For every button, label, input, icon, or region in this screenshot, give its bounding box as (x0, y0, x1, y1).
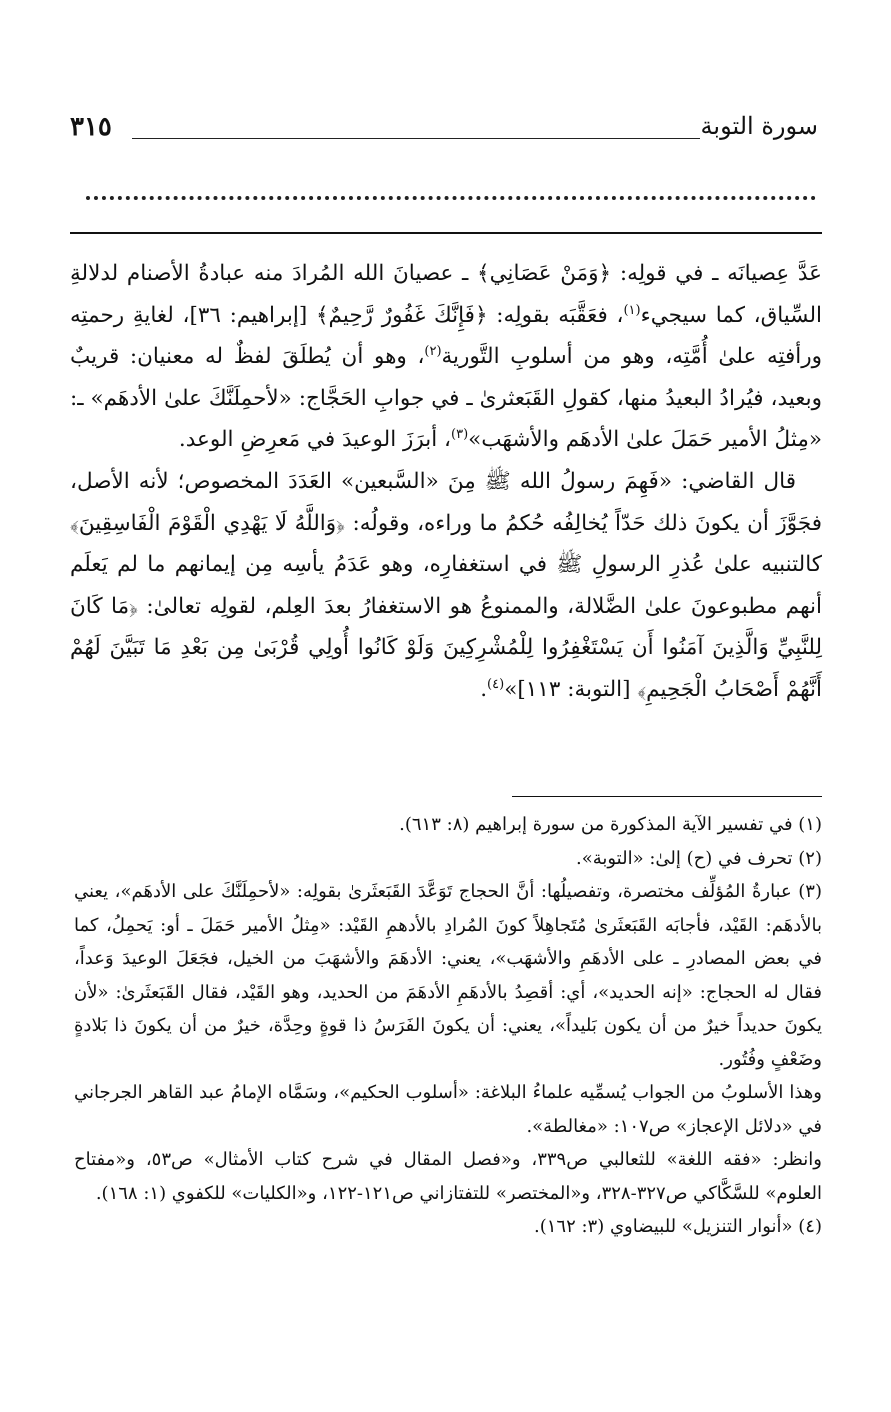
footnote-2: (٢) تحرف في (ح) إلىٰ: «التوبة». (575, 847, 822, 869)
dotted-divider (86, 196, 816, 200)
paragraph-1: عَدَّ عِصيانَه ـ في قولِه: ﴿وَمَنْ عَصَانِي﴾ ـ عصيانَ الله المُرادَ منه عبادةُ الأصنام لدلالةِ السِّياق، كما سيجيء$^{(١)}$، فعَقَّبَه بقولِه: ﴿فَإِنَّكَ غَفُورٌ رَّحِيمٌ﴾ [إبراهيم: ٣٦]، لغايةِ رحمتِه ورأفتِه علىٰ أُمَّتِه، وهو من أسلوبِ التَّورية$^{(٢)}$، وهو أن يُطلَقَ لفظٌ له معنيان: قريبٌ وبعيد، فيُرادُ البعيدُ منها، كقولِ القَبَعثرىٰ ـ في جوابِ الحَجَّاج: «لأحمِلَنَّكَ علىٰ الأدهَم» ـ: «مِثلُ الأمير حَمَلَ علىٰ الأدهَم والأشهَب»$^{(٣)}$، أبرَزَ الوعيدَ في مَعرِضِ الوعد. (70, 261, 822, 453)
surah-title: سورة التوبة (700, 112, 818, 140)
footnote-ref-1[interactable]: (١) (623, 302, 641, 318)
footnote-ref-4[interactable]: (٤) (487, 676, 505, 692)
footnote-rule (512, 796, 822, 797)
header-rule (132, 138, 700, 139)
footnote-ref-2[interactable]: (٢) (424, 344, 442, 360)
main-text (70, 253, 822, 711)
footnote-3-references: وانظر: «فقه اللغة» للثعالبي ص٣٣٩، و«فصل المقال في شرح كتاب الأمثال» ص٥٣، و«مفتاح العلوم» للسَّكَّاكي ص٣٢٧-٣٢٨، و«المختصر» للتفتازاني ص١٢١-١٢٢، و«الكليات» للكفوي (١: ١٦٨). (74, 1149, 822, 1204)
paragraph-2: قال القاضي: «فَهِمَ رسولُ الله ﷺ مِنَ «السَّبعين» العَدَدَ المخصوص؛ لأنه الأصل، فجَوَّزَ أن يكونَ ذلك حَدّاً يُخالِفُه حُكمُ ما وراءه، وقولُه: ﴿وَاللَّهُ لَا يَهْدِي الْقَوْمَ الْفَاسِقِينَ﴾ كالتنبيه علىٰ عُذرِ الرسولِ ﷺ في استغفارِه، وهو عَدَمُ يأسِه مِن إيمانهم ما لم يَعلَم أنهم مطبوعونَ علىٰ الضَّلالة، والممنوعُ هو الاستغفارُ بعدَ العِلم، لقولِه تعالىٰ: ﴿مَا كَانَ لِلنَّبِيِّ وَالَّذِينَ آمَنُوا أَن يَسْتَغْفِرُوا لِلْمُشْرِكِينَ وَلَوْ كَانُوا أُولِي قُرْبَىٰ مِن بَعْدِ مَا تَبَيَّنَ لَهُمْ أَنَّهُمْ أَصْحَابُ الْجَحِيمِ﴾ [التوبة: ١١٣]»$^{(٤)}$. (70, 468, 822, 702)
footnote-ref-3[interactable]: (٣) (451, 427, 469, 443)
quran-quote: ﴿فَإِنَّكَ غَفُورٌ رَّحِيمٌ﴾ (315, 302, 488, 328)
page-header (70, 112, 818, 152)
quran-quote: ﴿وَمَنْ عَصَانِي﴾ (477, 261, 612, 286)
footnote-1: (١) في تفسير الآية المذكورة من سورة إبراهيم (٨: ٦١٣). (399, 814, 822, 835)
page-number: ٣١٥ (70, 112, 112, 142)
quran-quote: ﴿وَاللَّهُ لَا يَهْدِي الْقَوْمَ الْفَاسِقِينَ﴾ (70, 510, 346, 536)
footnote-4: (٤) «أنوار التنزيل» للبيضاوي (٣: ١٦٢). (533, 1216, 822, 1237)
footnotes (74, 808, 822, 1244)
footnote-3-continued: وهذا الأسلوبُ من الجواب يُسمِّيه علماءُ البلاغة: «أسلوب الحكيم»، وسَمَّاه الإمامُ عبد القاهر الجرجاني في «دلائل الإعجاز» ص١٠٧: «مغالطة». (74, 1082, 822, 1137)
quran-quote: ﴿مَا كَانَ لِلنَّبِيِّ وَالَّذِينَ آمَنُوا أَن يَسْتَغْفِرُوا لِلْمُشْرِكِينَ وَلَوْ كَانُوا أُولِي قُرْبَىٰ مِن بَعْدِ مَا تَبَيَّنَ لَهُمْ أَنَّهُمْ أَصْحَابُ الْجَحِيمِ﴾ (70, 593, 822, 702)
text-separator (70, 232, 822, 234)
footnote-3: (٣) عبارةُ المُؤلِّف مختصرة، وتفصيلُها: أنَّ الحجاج تَوَعَّدَ القَبَعثَرىٰ بقولِه: «لأحمِلَنَّكَ على الأدهَم»، يعني بالأدهَم: القَيْد، فأجابَه القَبَعثَرىٰ مُتَجاهِلاً كونَ المُرادِ بالأدهمِ القَيْد: «مِثلُ الأمير حَمَلَ ـ أو: يَحمِلُ، كما في بعض المصادرِ ـ على الأدهَمِ والأشهَب»، يعني: الأدهَمَ والأشهَبَ من الخيل، فجَعَلَ الوعيدَ وَعداً، فقال له الحجاج: «إنه الحديد»، أي: أقصِدُ بالأدهَمِ الأدهَمَ من الحديد، وهو القَيْد، فقال القَبَعثَرىٰ: «لأن يكونَ حديداً خيرٌ من أن يكون بَليداً»، يعني: أن يكونَ الفَرَسُ ذا قوةٍ وحِدَّة، خيرٌ من أن يكونَ ذا بَلادةٍ وضَعْفٍ وفُتُور. (74, 881, 822, 1070)
